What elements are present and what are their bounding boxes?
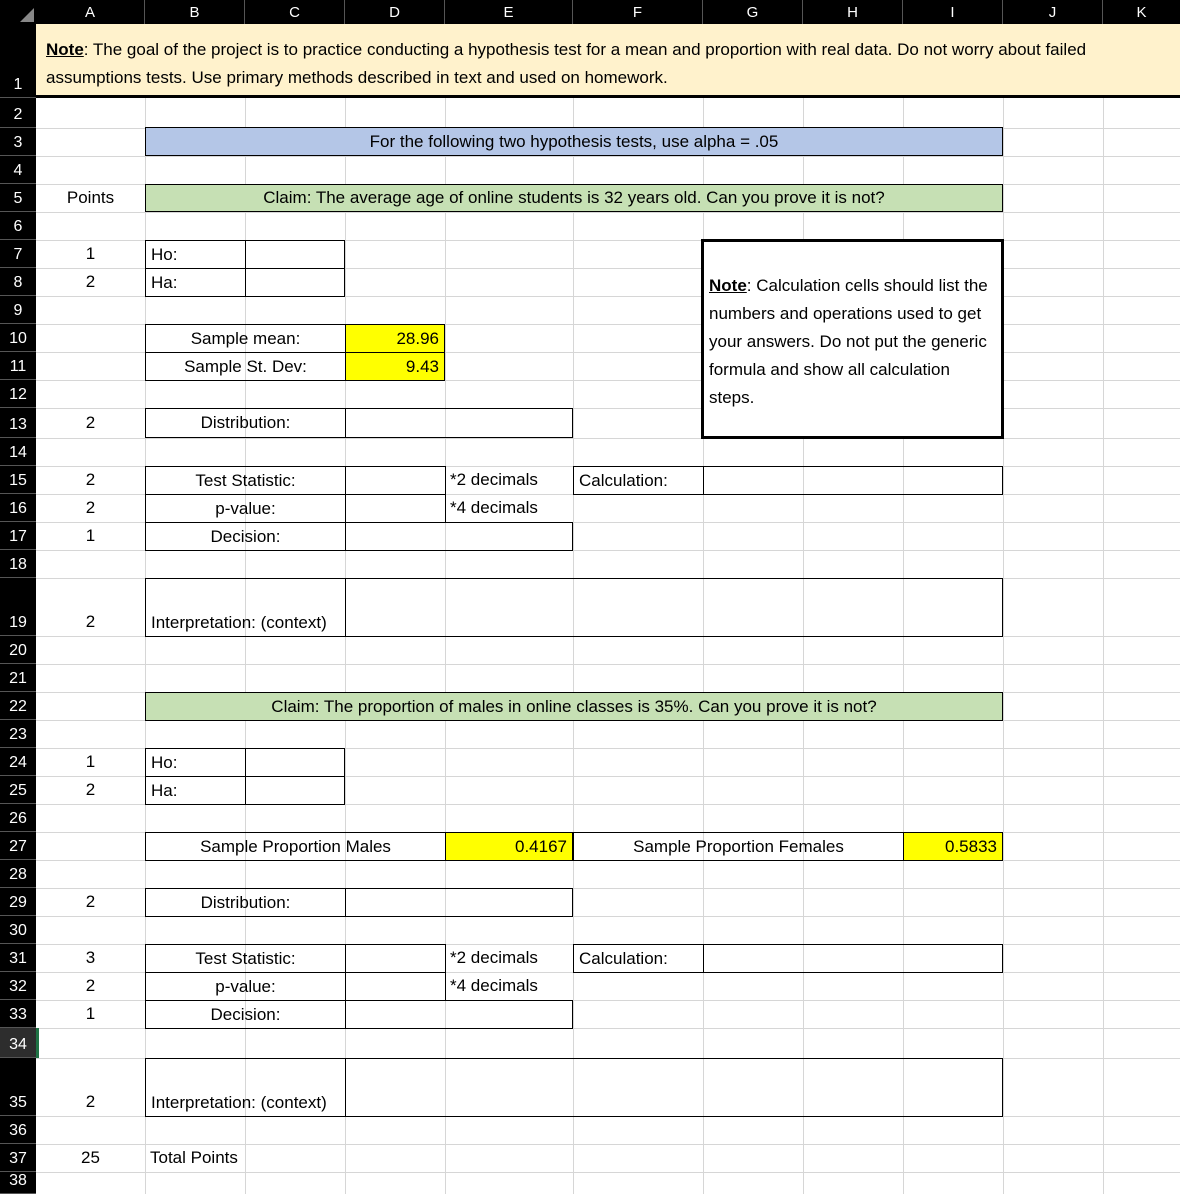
ha-label[interactable]: Ha: [145,776,246,805]
sample-sd-label[interactable]: Sample St. Dev: [145,352,346,381]
project-note[interactable] [36,24,1180,98]
total-points-value[interactable]: 25 [81,1148,100,1167]
row-header[interactable]: 22 [0,692,36,720]
distribution-input[interactable] [345,888,573,917]
distribution-label[interactable]: Distribution: [145,888,346,917]
decision-label[interactable]: Decision: [145,1000,346,1029]
sample-proportion-females-value[interactable]: 0.5833 [903,832,1003,861]
ha-input[interactable] [245,268,345,297]
distribution-input[interactable] [345,408,573,438]
points-interpretation[interactable]: 2 [85,1092,96,1111]
sample-proportion-females-label[interactable]: Sample Proportion Females [573,832,904,861]
note-label: Note [46,40,84,59]
points-distribution[interactable]: 2 [85,892,96,911]
row-header[interactable]: 23 [0,720,36,748]
ho-label[interactable]: Ho: [145,748,246,777]
column-header-a[interactable]: A [36,0,145,24]
interpretation-label[interactable]: Interpretation: (context) [145,578,346,637]
p-value-hint[interactable]: *4 decimals [450,976,538,995]
row-header[interactable]: 18 [0,550,36,578]
sample-mean-value[interactable]: 28.96 [345,324,445,353]
column-header-f[interactable]: F [573,0,703,24]
test-statistic-input[interactable] [345,944,446,973]
p-value-hint[interactable]: *4 decimals [450,498,538,517]
ha-label[interactable]: Ha: [145,268,246,297]
total-points-label[interactable]: Total Points [150,1148,238,1167]
row-header[interactable]: 19 [0,578,36,636]
row-header[interactable]: 36 [0,1116,36,1144]
grid-line-horizontal [36,1172,1180,1173]
grid-line-vertical [1103,98,1104,1194]
row-header[interactable]: 11 [0,352,36,380]
decision-input[interactable] [345,1000,573,1029]
test-statistic-input[interactable] [345,466,446,495]
sample-mean-label[interactable]: Sample mean: [145,324,346,353]
column-header-e[interactable]: E [445,0,573,24]
p-value-label[interactable]: p-value: [145,494,346,523]
alpha-banner[interactable]: For the following two hypothesis tests, use alpha = .05 [145,127,1003,156]
calc-note-line: steps. [709,388,755,407]
grid-line-vertical [345,98,346,1194]
claim-mean[interactable]: Claim: The average age of online students is 32 years old. Can you prove it is not? [145,184,1003,212]
grid-line-horizontal [36,438,1180,439]
sample-sd-value[interactable]: 9.43 [345,352,445,381]
row-header[interactable]: 35 [0,1058,36,1116]
sample-proportion-males-label[interactable]: Sample Proportion Males [145,832,446,861]
row-header[interactable]: 7 [0,240,36,268]
calculation-input[interactable] [703,466,1003,495]
select-all-corner[interactable] [0,0,36,24]
points-header[interactable]: Points [66,188,115,207]
calculation-note[interactable] [701,239,1004,439]
row-header[interactable]: 28 [0,860,36,888]
ha-input[interactable] [245,776,345,805]
p-value-input[interactable] [345,494,446,523]
points-distribution[interactable]: 2 [85,413,96,432]
grid-line-horizontal [36,156,1180,157]
points-p-value[interactable]: 2 [85,498,96,517]
interpretation-label[interactable]: Interpretation: (context) [145,1058,346,1117]
column-header-d[interactable]: D [345,0,445,24]
points-decision[interactable]: 1 [85,526,96,545]
row-header[interactable]: 1 [0,24,36,98]
calculation-input[interactable] [703,944,1003,973]
calc-note-label: Note [709,276,747,295]
row-header[interactable]: 24 [0,748,36,776]
points-decision[interactable]: 1 [85,1004,96,1023]
row-header[interactable]: 30 [0,916,36,944]
row-header[interactable]: 10 [0,324,36,352]
row-header[interactable]: 32 [0,972,36,1000]
row-header[interactable]: 3 [0,128,36,156]
row-header[interactable]: 13 [0,408,36,438]
row-header[interactable]: 4 [0,156,36,184]
points-ha[interactable]: 2 [85,272,96,291]
row-header-selected[interactable]: 34 [0,1028,36,1058]
row-header[interactable]: 14 [0,438,36,466]
row-header[interactable]: 5 [0,184,36,212]
active-cell-indicator [36,1028,39,1058]
column-header-j[interactable]: J [1003,0,1103,24]
ho-label[interactable]: Ho: [145,240,246,269]
row-header[interactable]: 25 [0,776,36,804]
column-header-k[interactable]: K [1103,0,1180,24]
p-value-input[interactable] [345,972,446,1001]
points-ho[interactable]: 1 [85,752,96,771]
column-header-b[interactable]: B [145,0,245,24]
p-value-label[interactable]: p-value: [145,972,346,1001]
claim-proportion[interactable]: Claim: The proportion of males in online classes is 35%. Can you prove it is not? [145,692,1003,721]
row-header[interactable]: 8 [0,268,36,296]
row-header[interactable]: 20 [0,636,36,664]
column-header-c[interactable]: C [245,0,345,24]
column-header-g[interactable]: G [703,0,803,24]
calc-note-line: your answers. Do not put the generic [709,332,987,351]
grid-line-vertical [445,98,446,1194]
column-header-h[interactable]: H [803,0,903,24]
decision-input[interactable] [345,522,573,551]
row-header[interactable]: 31 [0,944,36,972]
interpretation-input[interactable] [345,1058,1003,1117]
row-header[interactable]: 21 [0,664,36,692]
grid-line-vertical [573,98,574,1194]
ho-input[interactable] [245,240,345,269]
ho-input[interactable] [245,748,345,777]
note-text-line1: : The goal of the project is to practice conducting a hypothesis test for a mean and proportion with real data. Do not worry about failed [83,40,1087,59]
interpretation-input[interactable] [345,578,1003,637]
points-test-statistic[interactable]: 3 [85,948,96,967]
calc-note-line: numbers and operations used to get [709,304,982,323]
test-statistic-hint[interactable]: *2 decimals [450,948,538,967]
row-header[interactable]: 37 [0,1144,36,1172]
row-header[interactable]: 26 [0,804,36,832]
points-p-value[interactable]: 2 [85,976,96,995]
sample-proportion-males-value[interactable]: 0.4167 [445,832,573,861]
row-header[interactable]: 2 [0,98,36,128]
decision-label[interactable]: Decision: [145,522,346,551]
row-header[interactable]: 6 [0,212,36,240]
calc-note-line: : Calculation cells should list the [746,276,988,295]
test-statistic-hint[interactable]: *2 decimals [450,470,538,489]
grid-line-horizontal [36,212,1180,213]
note-text-line2: assumptions tests. Use primary methods described in text and used on homework. [46,68,668,87]
column-header-i[interactable]: I [903,0,1003,24]
row-header[interactable]: 9 [0,296,36,324]
row-header[interactable]: 33 [0,1000,36,1028]
row-header[interactable]: 27 [0,832,36,860]
row-header[interactable]: 15 [0,466,36,494]
distribution-label[interactable]: Distribution: [145,408,346,438]
test-statistic-label[interactable]: Test Statistic: [145,466,346,495]
test-statistic-label[interactable]: Test Statistic: [145,944,346,973]
row-header[interactable]: 16 [0,494,36,522]
row-header[interactable]: 12 [0,380,36,408]
grid-line-horizontal [36,664,1180,665]
points-ha[interactable]: 2 [85,780,96,799]
row-header[interactable]: 38 [0,1172,36,1194]
points-interpretation[interactable]: 2 [85,612,96,631]
calc-note-line: formula and show all calculation [709,360,950,379]
row-header[interactable]: 17 [0,522,36,550]
calculation-label[interactable]: Calculation: [573,466,704,495]
calculation-label[interactable]: Calculation: [573,944,704,973]
points-ho[interactable]: 1 [85,244,96,263]
points-test-statistic[interactable]: 2 [85,470,96,489]
row-header[interactable]: 29 [0,888,36,916]
